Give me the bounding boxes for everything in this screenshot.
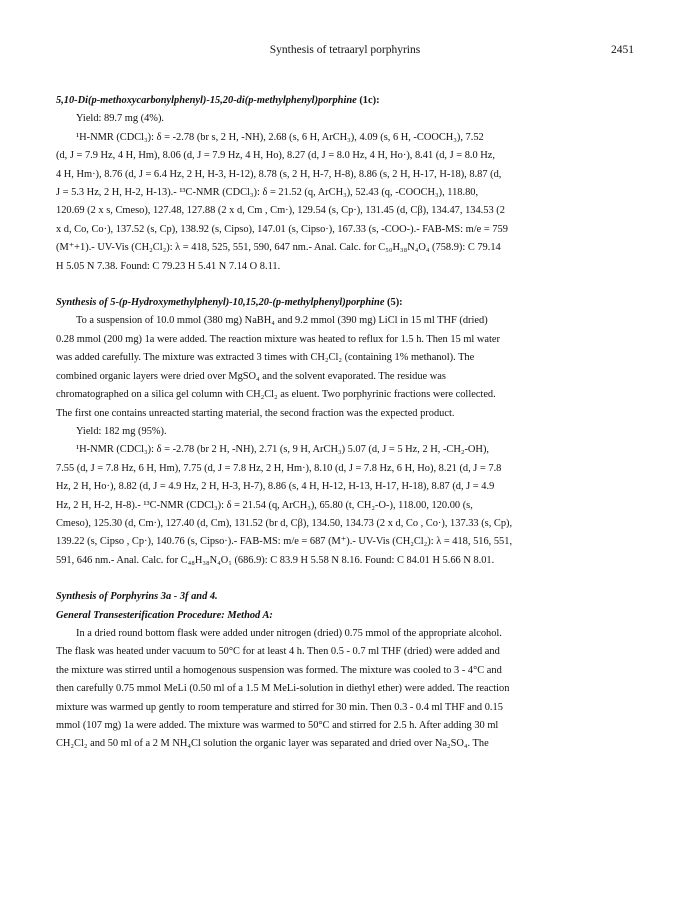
text-line: mixture was warmed up gently to room temperature and stirred for 30 min. Then 0.3 - 0.4 ml THF and 0.15 bbox=[56, 701, 503, 713]
compound-name: 5,10-Di(p-methoxycarbonylphenyl)-15,20-di(p-methylphenyl)porphine bbox=[56, 95, 357, 106]
section-title-1c bbox=[56, 92, 634, 110]
section-title-5 bbox=[56, 294, 634, 312]
text-line: mmol (107 mg) 1a were added. The mixture was warmed to 50°C and stirred for 2.5 h. After adding 30 ml bbox=[56, 720, 499, 731]
running-title: Synthesis of tetraaryl porphyrins bbox=[269, 44, 421, 56]
text-line: 591, 646 nm.- Anal. Calc. for C₄₈H₃₈N₄O₁ (686.9): C 83.9 H 5.58 N 8.16. Found: C 84.01 H 5.66 N 8.01. bbox=[56, 554, 495, 566]
text-line: 4 H, Hm·), 8.76 (d, J = 6.4 Hz, 2 H, H-3, H-12), 8.78 (s, 2 H, H-7, H-8), 8.86 (s, 2 H, H-17, H-18), 8.87 (d, bbox=[56, 168, 502, 180]
compound-label: (5): bbox=[387, 297, 403, 309]
text-line: the mixture was stirred until a homogenous suspension was formed. The mixture was cooled to 3 - 4°C and bbox=[56, 664, 502, 676]
text-line: Hz, 2 H, H-2, H-8).- ¹³C-NMR (CDCl₃): δ = 21.54 (q, ArCH₃), 65.80 (t, CH₂-O-), 118.00, 120.00 (s, bbox=[56, 499, 473, 511]
section-title-3a-3f: Synthesis of Porphyrins 3a - 3f and 4. bbox=[56, 591, 218, 603]
text-line: In a dried round bottom flask were added under nitrogen (dried) 0.75 mmol of the appropriate alcohol. bbox=[76, 627, 502, 639]
text-line: (M⁺+1).- UV-Vis (CH₂Cl₂): λ = 418, 525, 551, 590, 647 nm.- Anal. Calc. for C₅₀H₃₈N₄O₄ (758.9): C 79.14 bbox=[56, 242, 501, 254]
yield-line: Yield: 89.7 mg (4%). bbox=[76, 113, 165, 125]
text-line: (d, J = 7.9 Hz, 4 H, Hm), 8.06 (d, J = 7.9 Hz, 4 H, Ho), 8.27 (d, J = 8.0 Hz, 4 H, Ho·), 8.41 (d, J = 8.0 Hz, bbox=[56, 150, 496, 162]
text-line: ¹H-NMR (CDCl₃): δ = -2.78 (br s, 2 H, -NH), 2.68 (s, 6 H, ArCH₃), 4.09 (s, 6 H, -COOCH₃), 7.52 bbox=[76, 131, 484, 143]
text-line: The flask was heated under vacuum to 50°C for at least 4 h. Then 0.5 - 0.7 ml THF (dried) were added and bbox=[56, 646, 500, 658]
section-subtitle: General Transesterification Procedure: Method A: bbox=[56, 609, 273, 621]
text-line: combined organic layers were dried over MgSO₄ and the solvent evaporated. The residue was bbox=[56, 370, 446, 382]
page-number: 2451 bbox=[611, 44, 634, 56]
compound-name: Synthesis of 5-(p-Hydroxymethylphenyl)-10,15,20-(p-methylphenyl)porphine bbox=[56, 297, 385, 309]
text-line: chromatographed on a silica gel column with CH₂Cl₂ as eluent. Two porphyrinic fractions were collected. bbox=[56, 389, 496, 401]
text-line: 120.69 (2 x s, Cmeso), 127.48, 127.88 (2 x d, Cm , Cm·), 129.54 (s, Cp·), 131.45 (d, Cβ), 134.47, 134.53 (2 bbox=[56, 205, 505, 217]
page-body bbox=[56, 92, 634, 754]
nmr-block-1c bbox=[56, 129, 634, 276]
text-line: To a suspension of 10.0 mmol (380 mg) NaBH₄ and 9.2 mmol (390 mg) LiCl in 15 ml THF (dried) bbox=[76, 315, 488, 327]
text-line: 0.28 mmol (200 mg) 1a were added. The reaction mixture was heated to reflux for 1.5 h. Then 15 ml water bbox=[56, 333, 500, 345]
text-line: The first one contains unreacted starting material, the second fraction was the expected product. bbox=[56, 407, 455, 419]
text-line: was added carefully. The mixture was extracted 3 times with CH₂Cl₂ (containing 1% methanol). The bbox=[56, 352, 475, 364]
text-line: 7.55 (d, J = 7.8 Hz, 6 H, Hm), 7.75 (d, J = 7.8 Hz, 2 H, Hm·), 8.10 (d, J = 7.8 Hz, 6 H, Ho), 8.21 (d, J = 7.8 bbox=[56, 462, 502, 474]
procedure-block-5 bbox=[56, 312, 634, 422]
text-line: 139.22 (s, Cipso , Cp·), 140.76 (s, Cipso·).- FAB-MS: m/e = 687 (M⁺).- UV-Vis (CH₂Cl₂): λ = 418, 516, 551, bbox=[56, 536, 513, 548]
text-line: then carefully 0.75 mmol MeLi (0.50 ml of a 1.5 M MeLi-solution in diethyl ether) were added. The reaction bbox=[56, 683, 510, 695]
procedure-block-3a bbox=[56, 625, 634, 754]
page-header bbox=[56, 44, 634, 60]
compound-label: (1c): bbox=[359, 95, 380, 106]
text-line: J = 5.3 Hz, 2 H, H-2, H-13).- ¹³C-NMR (CDCl₃): δ = 21.52 (q, ArCH₃), 52.43 (q, -COOCH₃), 118.80, bbox=[56, 187, 479, 199]
text-line: ¹H-NMR (CDCl₃): δ = -2.78 (br 2 H, -NH), 2.71 (s, 9 H, ArCH₃) 5.07 (d, J = 5 Hz, 2 H, -CH₂-OH), bbox=[76, 444, 489, 456]
yield-line: Yield: 182 mg (95%). bbox=[76, 425, 167, 437]
text-line: x d, Co, Co·), 137.52 (s, Cp), 138.92 (s, Cipso), 147.01 (s, Cipso·), 167.33 (s, -COO-).- FAB-MS: m/e = 759 bbox=[56, 223, 508, 235]
text-line: Cmeso), 125.30 (d, Cm·), 127.40 (d, Cm), 131.52 (br d, Cβ), 134.50, 134.73 (2 x d, Co , Co·), 137.33 (s, Cp), bbox=[56, 517, 513, 529]
nmr-block-5 bbox=[56, 441, 634, 570]
text-line: CH₂Cl₂ and 50 ml of a 2 M NH₄Cl solution the organic layer was separated and dried over Na₂SO₄. The bbox=[56, 738, 489, 750]
text-line: Hz, 2 H, Ho·), 8.82 (d, J = 4.9 Hz, 2 H, H-3, H-7), 8.86 (s, 4 H, H-12, H-13, H-17, H-18), 8.87 (d, J = 4.9 bbox=[56, 481, 495, 493]
text-line: H 5.05 N 7.38. Found: C 79.23 H 5.41 N 7.14 O 8.11. bbox=[56, 260, 281, 272]
